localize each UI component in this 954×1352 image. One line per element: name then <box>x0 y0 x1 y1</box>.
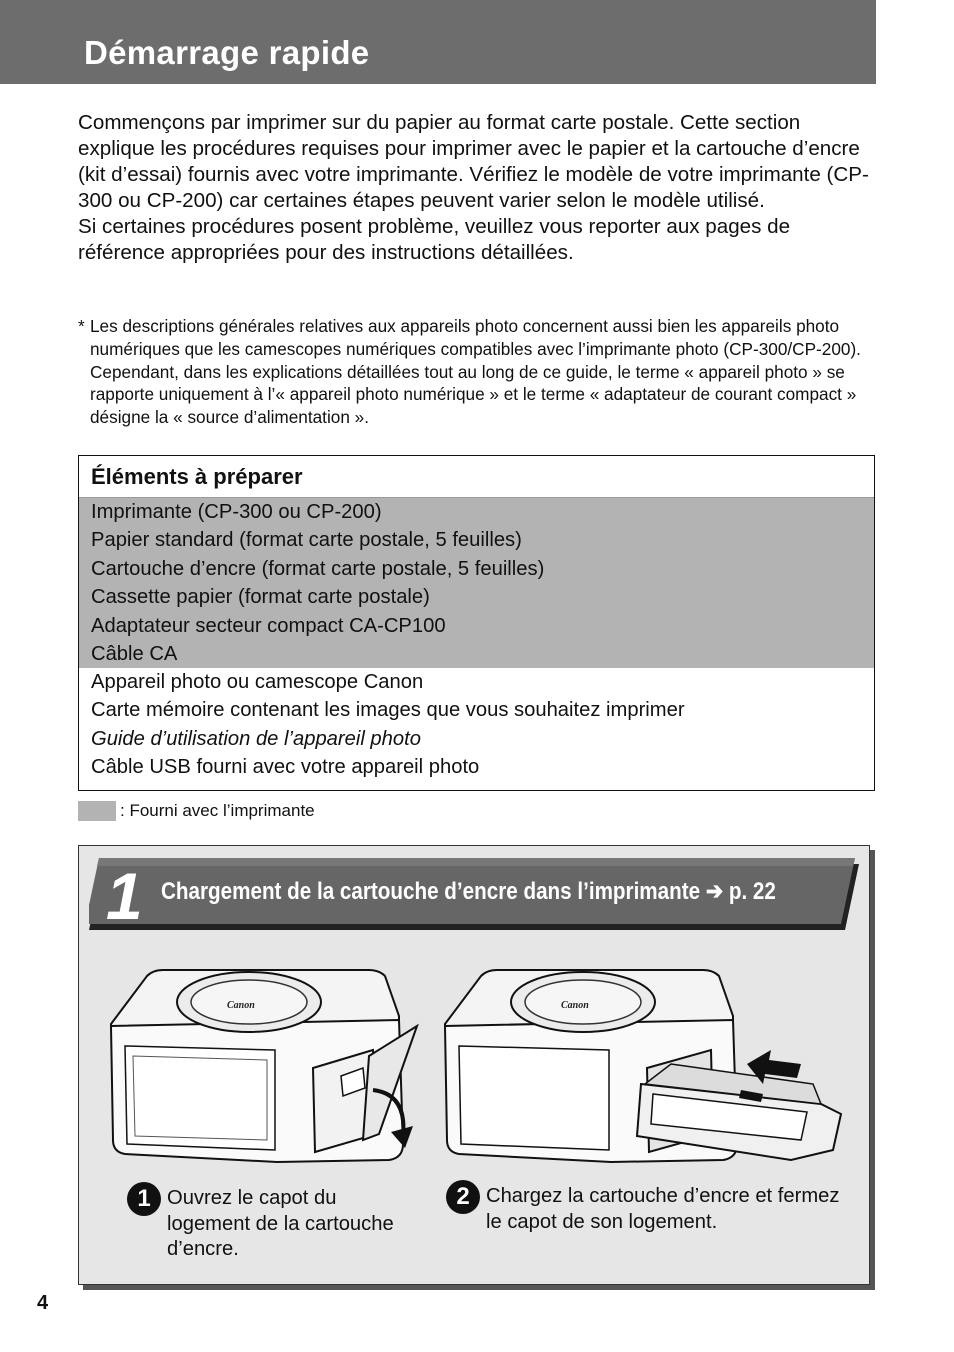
step-marker-1: 1 <box>127 1182 161 1216</box>
printer-illustration-open-cover <box>107 964 427 1164</box>
supplied-item: Câble CA <box>91 642 178 665</box>
footnote-marker: * <box>78 316 85 336</box>
supplied-item: Imprimante (CP-300 ou CP-200) <box>91 501 382 523</box>
supplied-item: Papier standard (format carte postale, 5 feuilles) <box>91 529 522 552</box>
page-title: Démarrage rapide <box>84 34 370 71</box>
step-banner <box>89 858 859 933</box>
legend-text: : Fourni avec l’imprimante <box>120 801 315 820</box>
printer-load-cartridge-icon <box>441 964 851 1164</box>
intro-text <box>78 110 878 266</box>
intro-paragraph-2: Si certaines procédures posent problème, veuillez vous reporter aux pages de référence appropriées pour des instructions détaillées. <box>78 215 791 264</box>
legend-swatch <box>78 801 116 821</box>
supplied-item: Cassette papier (format carte postale) <box>91 586 430 609</box>
supplied-item: Cartouche d’encre (format carte postale, 5 feuilles) <box>91 557 545 580</box>
items-to-prepare-box <box>78 455 875 791</box>
header-bar <box>0 0 876 84</box>
step-1-panel <box>78 845 870 1285</box>
intro-paragraph-1: Commençons par imprimer sur du papier au format carte postale. Cette section explique les procédures requises pour imprimer avec le papier et la cartouche d’encre (kit d’essai) fournis avec votre imprimante. Vérifiez le modèle de votre imprimante (CP-300 ou CP-200) car certaines étapes peuvent varier selon le modèle utilisé. <box>78 111 869 212</box>
page-number: 4 <box>37 1292 49 1314</box>
instruction-2: Chargez la cartouche d’encre et fermez le capot de son logement. <box>486 1185 840 1233</box>
brand-label: Canon <box>227 1000 255 1011</box>
supplied-item: Adaptateur secteur compact CA-CP100 <box>91 614 446 637</box>
footnote-text: Les descriptions générales relatives aux appareils photo concernent aussi bien les appareils photo numériques que les camescopes numériques compatibles avec l’imprimante photo (CP-300/CP-200). Cependant, dans les explications détaillées tout au long de ce guide, le terme « appareil photo » se rapporte uniquement à l’« appareil photo numérique » et le terme « adaptateur de courant compact » désigne la « source d’alimentation ». <box>90 316 861 428</box>
instruction-1: Ouvrez le capot du logement de la cartouche d’encre. <box>167 1187 394 1260</box>
printer-illustration-load-cartridge <box>441 964 851 1164</box>
other-item: Guide d’utilisation de l’appareil photo <box>91 727 421 750</box>
printer-open-cover-icon <box>107 964 427 1164</box>
brand-label: Canon <box>561 1000 589 1011</box>
other-item: Appareil photo ou camescope Canon <box>91 671 424 693</box>
other-item: Carte mémoire contenant les images que vous souhaitez imprimer <box>91 699 685 722</box>
other-item: Câble USB fourni avec votre appareil photo <box>91 756 480 779</box>
supplied-items-list <box>79 498 874 668</box>
step-number: 1 <box>106 859 143 933</box>
step-title: Chargement de la cartouche d’encre dans l’imprimante ➔ p. 22 <box>161 878 776 905</box>
items-to-prepare-title: Éléments à préparer <box>79 456 874 498</box>
footnote <box>78 315 878 429</box>
other-items-list <box>79 668 874 782</box>
step-marker-2: 2 <box>446 1180 480 1214</box>
